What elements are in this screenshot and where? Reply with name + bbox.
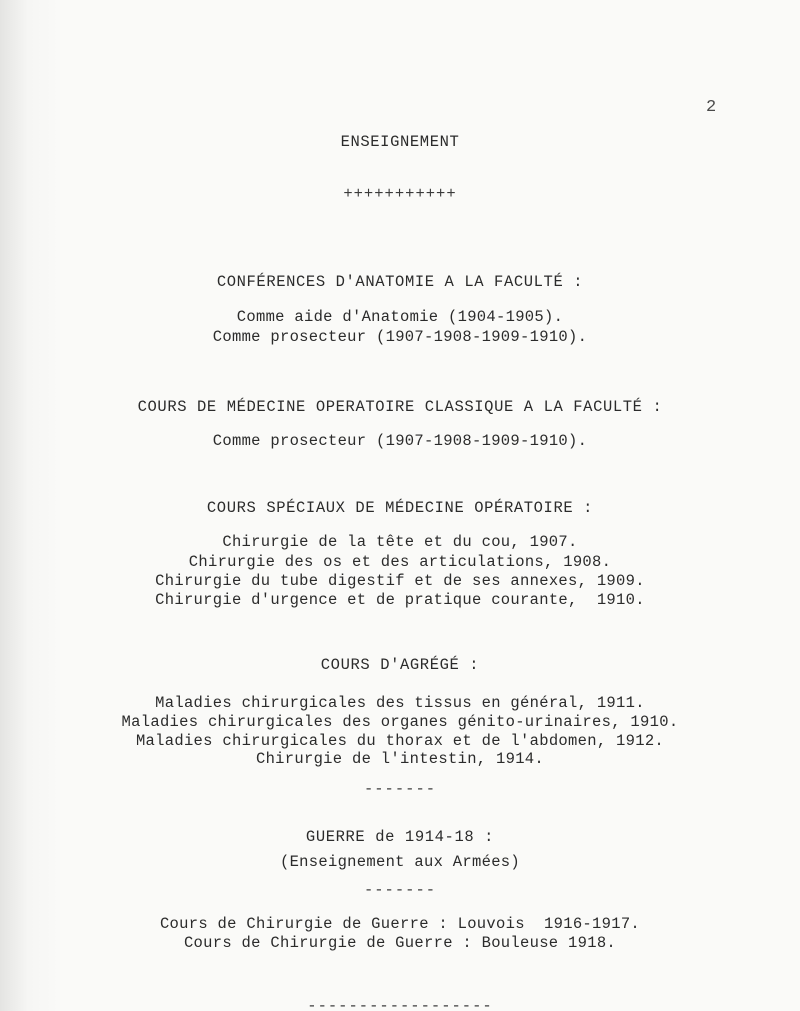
page-number: 2 [706,98,717,117]
section-line: Comme aide d'Anatomie (1904-1905). [236,308,564,326]
title-rule: +++++++++++ [343,185,457,203]
section-heading-anatomie: CONFÉRENCES D'ANATOMIE A LA FACULTÉ : [216,273,584,291]
section-heading-cours-speciaux: COURS SPÉCIAUX DE MÉDECINE OPÉRATOIRE : [206,499,594,517]
section-line: Cours de Chirurgie de Guerre : Louvois 1916-1917. [159,915,641,933]
section-line: Maladies chirurgicales des organes génito-urinaires, 1910. [121,713,679,731]
section-subheading: (Enseignement aux Armées) [279,853,521,871]
section-line: Chirurgie des os et des articulations, 1908. [188,553,612,571]
section-heading-cours-agrege: COURS D'AGRÉGÉ : [320,656,480,674]
section-heading-medecine-operatoire: COURS DE MÉDECINE OPERATOIRE CLASSIQUE A LA FACULTÉ : [137,398,663,416]
document-title: ENSEIGNEMENT [340,133,460,151]
section-line: Cours de Chirurgie de Guerre : Bouleuse 1918. [183,934,617,952]
section-line: Maladies chirurgicales du thorax et de l'abdomen, 1912. [135,732,665,750]
section-line: Comme prosecteur (1907-1908-1909-1910). [212,432,588,450]
final-separator: ------------------ [307,997,493,1011]
section-separator: ------- [363,881,437,899]
section-line: Chirurgie de la tête et du cou, 1907. [222,533,578,551]
section-line: Chirurgie du tube digestif et de ses annexes, 1909. [155,572,645,590]
section-line: Comme prosecteur (1907-1908-1909-1910). [212,328,588,346]
section-line: Chirurgie de l'intestin, 1914. [255,750,545,768]
section-line: Maladies chirurgicales des tissus en général, 1911. [155,694,645,712]
section-line: Chirurgie d'urgence et de pratique courante, 1910. [155,591,645,609]
section-heading-guerre: GUERRE de 1914-18 : [305,828,495,846]
section-separator: ------- [363,780,437,798]
